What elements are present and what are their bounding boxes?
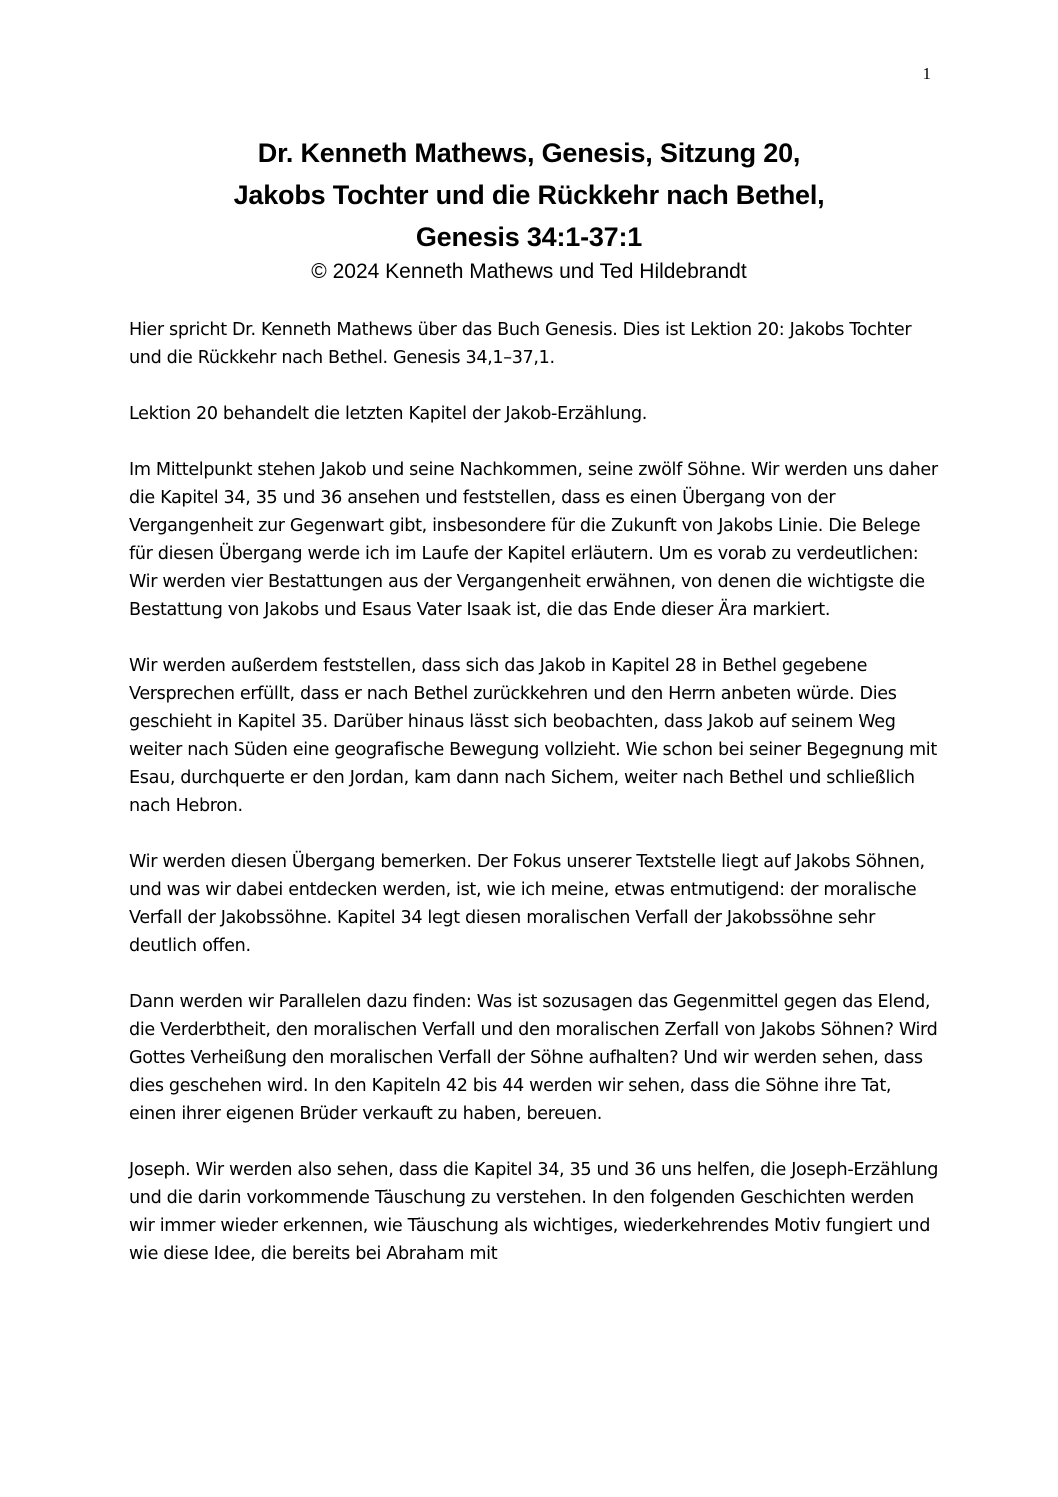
title-line-2: Jakobs Tochter und die Rückkehr nach Bethel, xyxy=(233,180,825,210)
copyright-notice: © 2024 Kenneth Mathews und Ted Hildebrandt xyxy=(311,260,747,283)
body-text xyxy=(129,316,939,1296)
page-number: 1 xyxy=(922,64,931,83)
paragraph: Joseph. Wir werden also sehen, dass die Kapitel 34, 35 und 36 uns helfen, die Joseph-Erzählung und die darin vorkommende Täuschung zu verstehen. In den folgenden Geschichten werden wir immer wieder erkennen, wie Täuschung als wichtiges, wiederkehrendes Motiv fungiert und wie diese Idee, die bereits bei Abraham mit xyxy=(129,1160,939,1264)
paragraph: Im Mittelpunkt stehen Jakob und seine Nachkommen, seine zwölf Söhne. Wir werden uns daher die Kapitel 34, 35 und 36 ansehen und feststellen, dass es einen Übergang von der Vergangenheit zur Gegenwart gibt, insbesondere für die Zukunft von Jakobs Linie. Die Belege für diesen Übergang werde ich im Laufe der Kapitel erläutern. Um es vorab zu verdeutlichen: Wir werden vier Bestattungen aus der Vergangenheit erwähnen, von denen die wichtigste die Bestattung von Jakobs und Esaus Vater Isaak ist, die das Ende dieser Ära markiert. xyxy=(129,460,938,620)
title-line-1: Dr. Kenneth Mathews, Genesis, Sitzung 20, xyxy=(257,138,801,168)
paragraph: Wir werden diesen Übergang bemerken. Der Fokus unserer Textstelle liegt auf Jakobs Söhnen, und was wir dabei entdecken werden, ist, wie ich meine, etwas entmutigend: der moralische Verfall der Jakobssöhne. Kapitel 34 legt diesen moralischen Verfall der Jakobssöhne sehr deutlich offen. xyxy=(129,852,925,956)
paragraph: Lektion 20 behandelt die letzten Kapitel der Jakob-Erzählung. xyxy=(129,404,648,424)
paragraph: Wir werden außerdem feststellen, dass sich das Jakob in Kapitel 28 in Bethel gegebene Versprechen erfüllt, dass er nach Bethel zurückkehren und den Herrn anbeten würde. Dies geschieht in Kapitel 35. Darüber hinaus lässt sich beobachten, dass Jakob auf seinem Weg weiter nach Süden eine geografische Bewegung vollzieht. Wie schon bei seiner Begegnung mit Esau, durchquerte er den Jordan, kam dann nach Sichem, weiter nach Bethel und schließlich nach Hebron. xyxy=(129,656,937,816)
paragraph: Dann werden wir Parallelen dazu finden: Was ist sozusagen das Gegenmittel gegen das Elend, die Verderbtheit, den moralischen Verfall und den moralischen Zerfall von Jakobs Söhnen? Wird Gottes Verheißung den moralischen Verfall der Söhne aufhalten? Und wir werden sehen, dass dies geschehen wird. In den Kapiteln 42 bis 44 werden wir sehen, dass die Söhne ihre Tat, einen ihrer eigenen Brüder verkauft zu haben, bereuen. xyxy=(129,992,938,1124)
title-block xyxy=(0,132,1058,286)
paragraph: Hier spricht Dr. Kenneth Mathews über das Buch Genesis. Dies ist Lektion 20: Jakobs Tochter und die Rückkehr nach Bethel. Genesis 34,1–37,1. xyxy=(129,320,912,368)
title-line-3: Genesis 34:1-37:1 xyxy=(415,222,643,252)
